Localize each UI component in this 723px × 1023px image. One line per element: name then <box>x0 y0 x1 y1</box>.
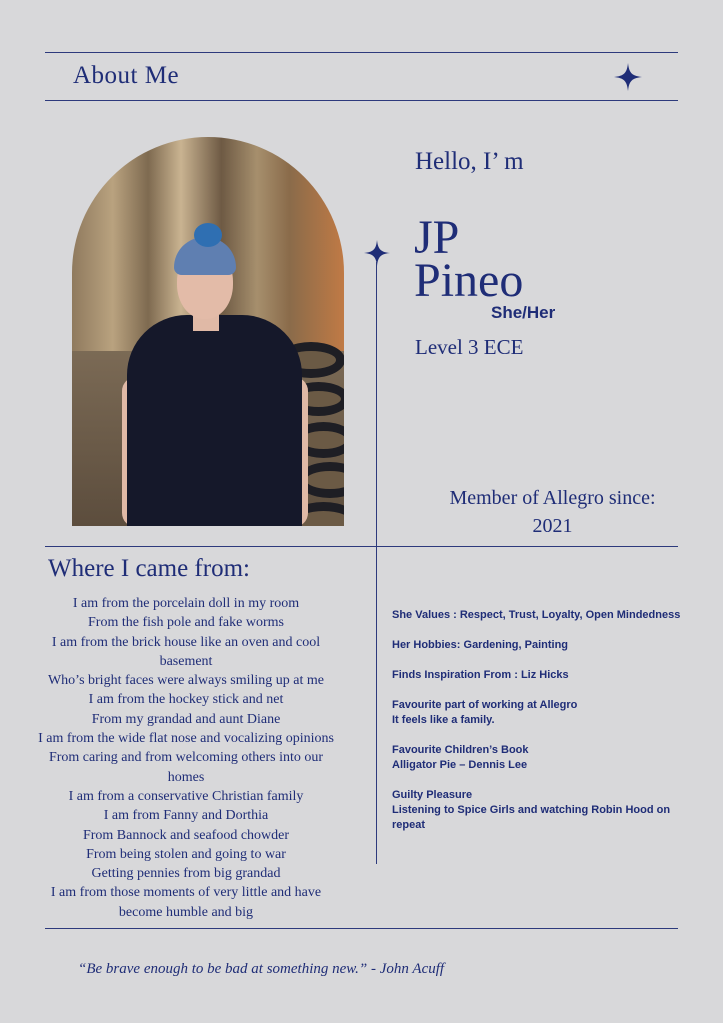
fact-heading: Favourite Children’s Book <box>392 744 529 756</box>
header-top-rule <box>45 52 678 53</box>
poem <box>4 594 368 922</box>
facts-list <box>392 608 702 848</box>
member-year: 2021 <box>532 515 573 537</box>
quote: “Be brave enough to be bad at something new.” - John Acuff <box>78 961 445 977</box>
fact-heading: Favourite part of working at Allegro <box>392 699 578 711</box>
poem-line: I am from the wide flat nose and vocalizing opinions <box>38 731 334 747</box>
poem-line: I am from the hockey stick and net <box>88 692 284 708</box>
poem-line: become humble and big <box>118 904 254 920</box>
poem-line: From the fish pole and fake worms <box>88 615 284 631</box>
poem-line: From my grandad and aunt Diane <box>91 711 281 727</box>
poem-line: homes <box>167 769 205 785</box>
fact-inspiration <box>392 668 702 683</box>
fact-favourite-book <box>392 743 702 773</box>
poem-line: Getting pennies from big grandad <box>91 866 281 882</box>
fact-text: Listening to Spice Girls and watching Robin Hood on repeat <box>392 804 671 831</box>
fact-values <box>392 608 702 623</box>
poem-line: From Bannock and seafood chowder <box>82 827 290 843</box>
poem-line: From being stolen and going to war <box>86 846 286 862</box>
vertical-divider <box>376 262 377 864</box>
fact-text: Alligator Pie – Dennis Lee <box>392 759 528 771</box>
fact-text: She Values : Respect, Trust, Loyalty, Open Mindedness <box>392 609 681 621</box>
last-name: Pineo <box>414 254 524 307</box>
poem-line: I am from Fanny and Dorthia <box>103 808 269 824</box>
footer-rule <box>45 928 678 929</box>
sparkle-star-icon <box>364 240 390 266</box>
fact-text: Her Hobbies: Gardening, Painting <box>392 639 569 651</box>
member-label: Member of Allegro since: <box>449 487 656 509</box>
header-bottom-rule <box>45 100 678 101</box>
fact-heading: Guilty Pleasure <box>392 789 473 801</box>
section-rule <box>45 546 678 547</box>
sparkle-star-icon <box>614 63 642 91</box>
fact-favourite-part <box>392 698 702 728</box>
poem-line: basement <box>159 653 213 669</box>
poem-line: I am from the porcelain doll in my room <box>72 596 300 611</box>
fact-text: Finds Inspiration From : Liz Hicks <box>392 669 569 681</box>
poem-line: From caring and from welcoming others into our <box>48 750 324 766</box>
member-since <box>420 484 685 540</box>
pronouns: She/Her <box>491 303 556 322</box>
fact-text: It feels like a family. <box>392 714 495 726</box>
profile-photo <box>72 137 344 526</box>
poem-line: I am from those moments of very little and have <box>50 885 322 901</box>
poem-line: I am from the brick house like an oven and cool <box>51 634 321 650</box>
first-name: JP <box>414 211 460 264</box>
level: Level 3 ECE <box>415 335 524 359</box>
poem-line: I am from a conservative Christian family <box>68 788 304 804</box>
poem-line: Who’s bright faces were always smiling up at me <box>47 673 325 689</box>
page-title: About Me <box>73 62 180 89</box>
where-title: Where I came from: <box>48 555 250 582</box>
greeting: Hello, I’ m <box>415 148 524 175</box>
fact-guilty-pleasure <box>392 788 702 833</box>
fact-hobbies <box>392 638 702 653</box>
